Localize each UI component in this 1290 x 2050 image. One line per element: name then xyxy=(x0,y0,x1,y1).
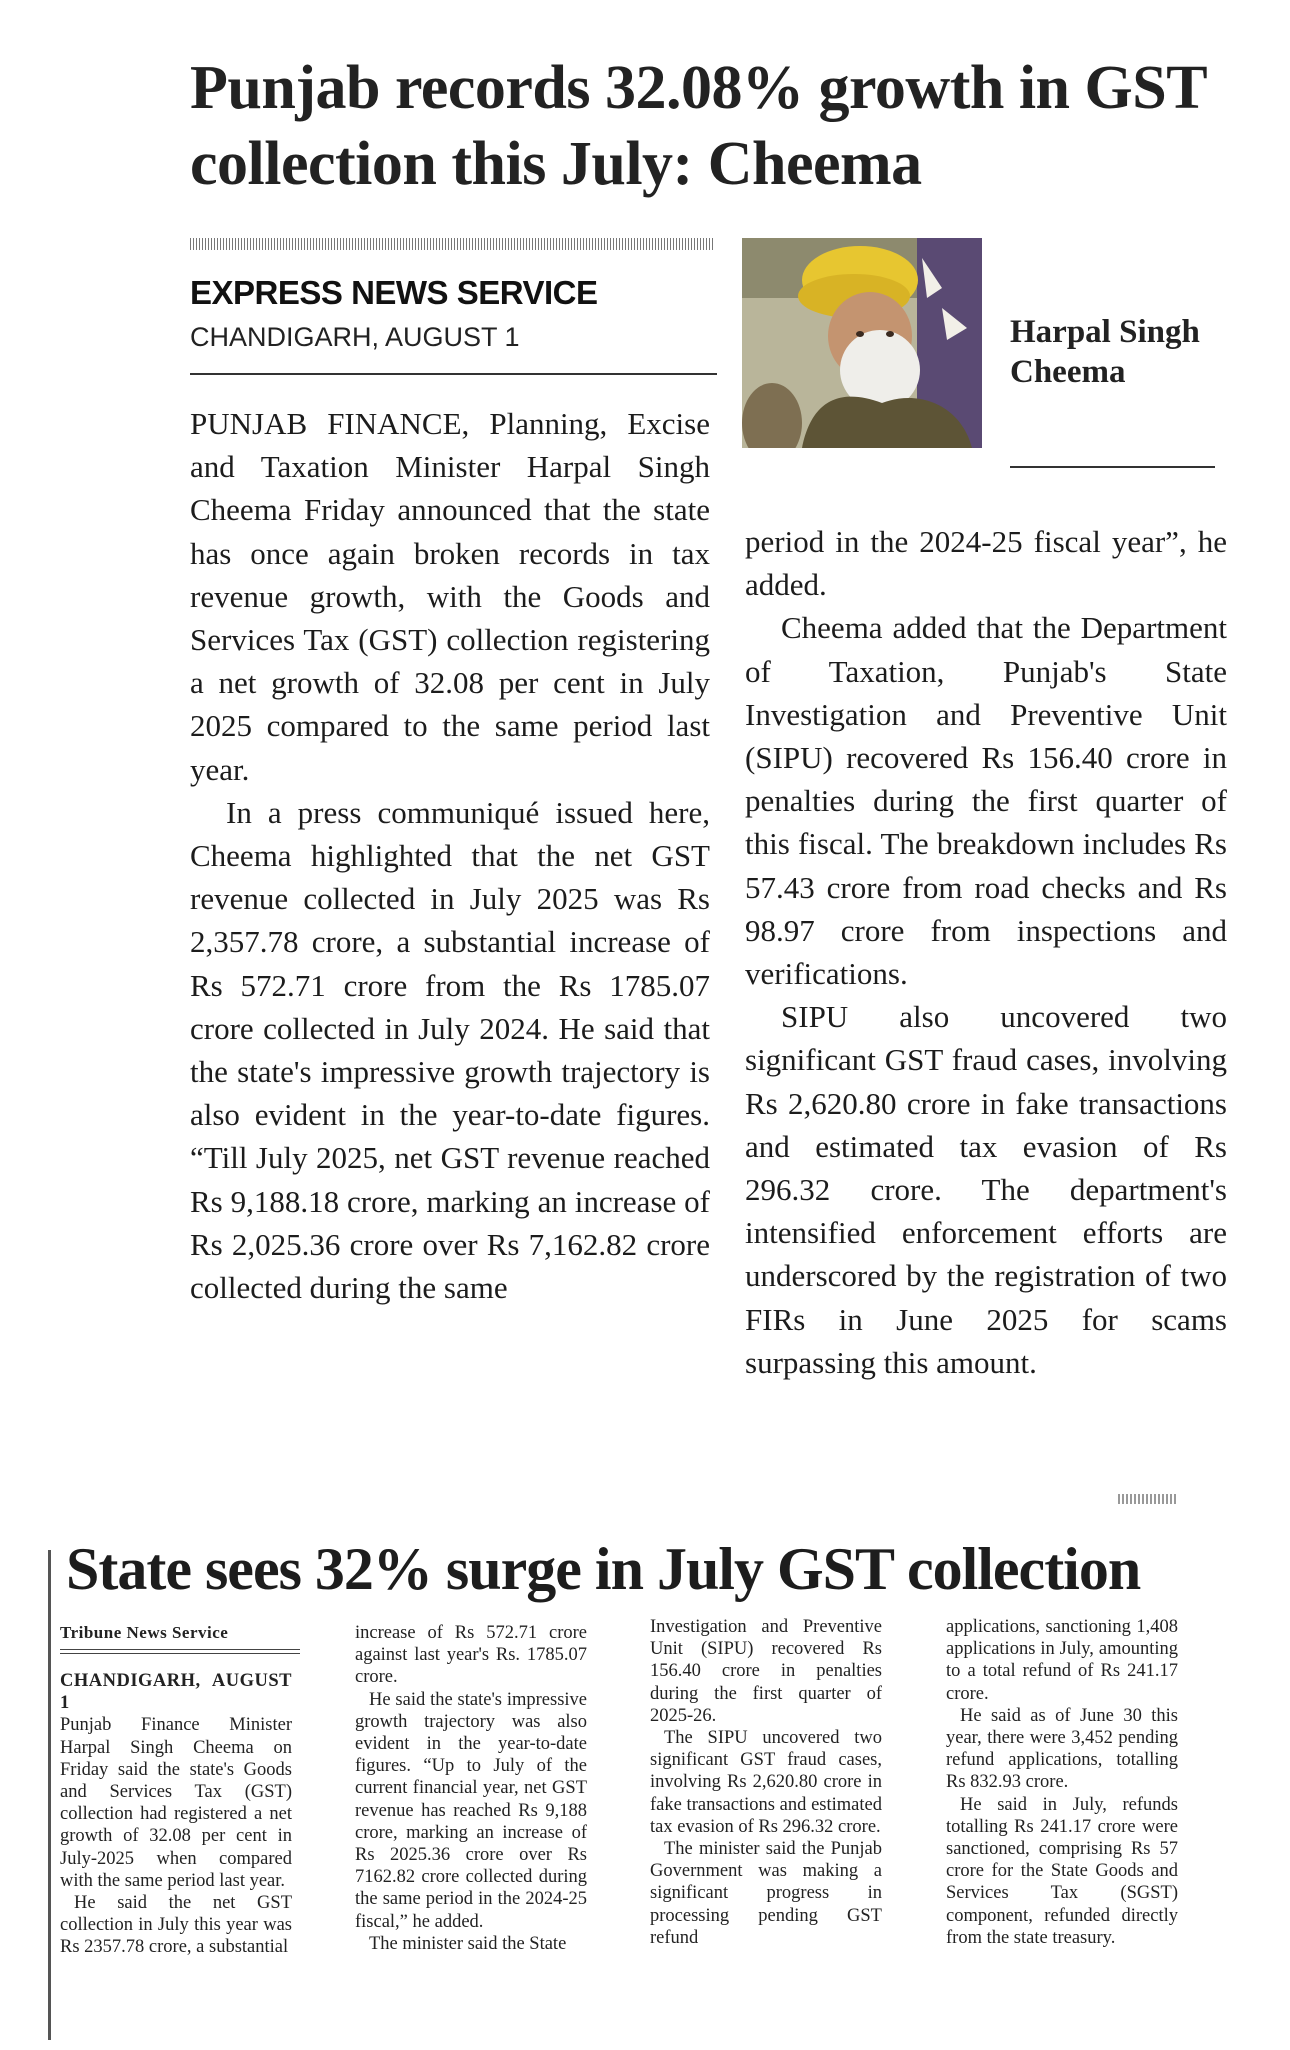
agency-rule xyxy=(60,1649,300,1650)
article2-column-3 xyxy=(650,1616,882,2044)
article2-agency: Tribune News Service xyxy=(60,1623,229,1642)
article2-headline: State sees 32% surge in July GST collection xyxy=(66,1536,1141,1602)
article2-side-rule xyxy=(48,1550,51,2040)
paragraph: applications, sanctioning 1,408 applications in July, amounting to a total refund of Rs 241.17 crore. xyxy=(946,1617,1178,1704)
byline-rule xyxy=(190,373,717,375)
article1-dateline: CHANDIGARH, AUGUST 1 xyxy=(190,322,520,352)
cheema-photo xyxy=(742,238,982,448)
photo-caption: Harpal Singh Cheema xyxy=(1010,314,1200,390)
paragraph: Investigation and Preventive Unit (SIPU) recovered Rs 156.40 crore in penalties during the first quarter of 2025-26. xyxy=(650,1617,882,1726)
portrait-illustration xyxy=(742,238,982,448)
paragraph: In a press communiqué issued here, Cheema highlighted that the net GST revenue collected in July 2025 was Rs 2,357.78 crore, a substantial increase of Rs 572.71 crore from the Rs 1785.07 crore collected in July 2024. He said that the state's impressive growth trajectory is also evident in the year-to-date figures. “Till July 2025, net GST revenue reached Rs 9,188.18 crore, marking an increase of Rs 2,025.36 crore over Rs 7,162.82 crore collected during the same xyxy=(190,794,710,1306)
article2-column-2 xyxy=(355,1622,587,2050)
paragraph: The minister said the State xyxy=(369,1933,567,1954)
article1-column-1 xyxy=(190,402,710,1309)
article2-column-4 xyxy=(946,1616,1178,2044)
paragraph: He said in July, refunds totalling Rs 241.17 crore were sanctioned, comprising Rs 57 crore for the State Goods and Services Tax (SGST) component, refunded directly from the state treasury. xyxy=(946,1794,1178,1948)
article1-column-2 xyxy=(745,520,1227,1384)
paragraph: He said as of June 30 this year, there were 3,452 pending refund applications, totalling Rs 832.93 crore. xyxy=(946,1705,1178,1793)
paragraph: He said the net GST collection in July this year was Rs 2357.78 crore, a substantial xyxy=(60,1893,292,1958)
agency-rule xyxy=(60,1653,300,1654)
paragraph: The SIPU uncovered two significant GST fraud cases, involving Rs 2,620.80 crore in fake transactions and estimated tax evasion of Rs 296.32 crore. xyxy=(650,1728,882,1837)
paragraph: period in the 2024-25 fiscal year”, he added. xyxy=(745,524,1227,603)
headline-divider xyxy=(190,238,715,250)
end-mark xyxy=(1118,1494,1178,1504)
paragraph: Punjab Finance Minister Harpal Singh Cheema on Friday said the state's Goods and Services Tax (GST) collection had registered a net growth of 32.08 per cent in July-2025 when compared with the same period last year. xyxy=(60,1715,292,1891)
paragraph: The minister said the Punjab Government was making a significant progress in processing pending GST refund xyxy=(650,1839,882,1948)
article2-dateline: CHANDIGARH, AUGUST 1 xyxy=(60,1671,292,1714)
paragraph: increase of Rs 572.71 crore against last year's Rs. 1785.07 crore. xyxy=(355,1623,587,1688)
paragraph: SIPU also uncovered two significant GST fraud cases, involving Rs 2,620.80 crore in fake transactions and estimated tax evasion of Rs 296.32 crore. The department's intensified enforcement efforts are underscored by the registration of two FIRs in June 2025 for scams surpassing this amount. xyxy=(745,999,1227,1380)
article1-agency: EXPRESS NEWS SERVICE xyxy=(190,274,598,311)
paragraph: PUNJAB FINANCE, Planning, Excise and Taxation Minister Harpal Singh Cheema Friday announced that the state has once again broken records in tax revenue growth, with the Goods and Services Tax (GST) collection registering a net growth of 32.08 per cent in July 2025 compared to the same period last year. xyxy=(190,406,710,787)
article2-column-1 xyxy=(60,1670,292,2048)
paragraph: Cheema added that the Department of Taxation, Punjab's State Investigation and Preventive Unit (SIPU) recovered Rs 156.40 crore in penalties during the first quarter of this fiscal. The breakdown includes Rs 57.43 crore from road checks and Rs 98.97 crore from inspections and verifications. xyxy=(745,610,1227,992)
caption-rule xyxy=(1010,466,1215,468)
article1-headline: Punjab records 32.08% growth in GST collection this July: Cheema xyxy=(190,54,1206,198)
paragraph: He said the state's impressive growth trajectory was also evident in the year-to-date figures. “Up to July of the current financial year, net GST revenue has reached Rs 9,188 crore, marking an increase of Rs 2025.36 crore over Rs 7162.82 crore collected during the same period in the 2024-25 fiscal,” he added. xyxy=(355,1689,587,1932)
